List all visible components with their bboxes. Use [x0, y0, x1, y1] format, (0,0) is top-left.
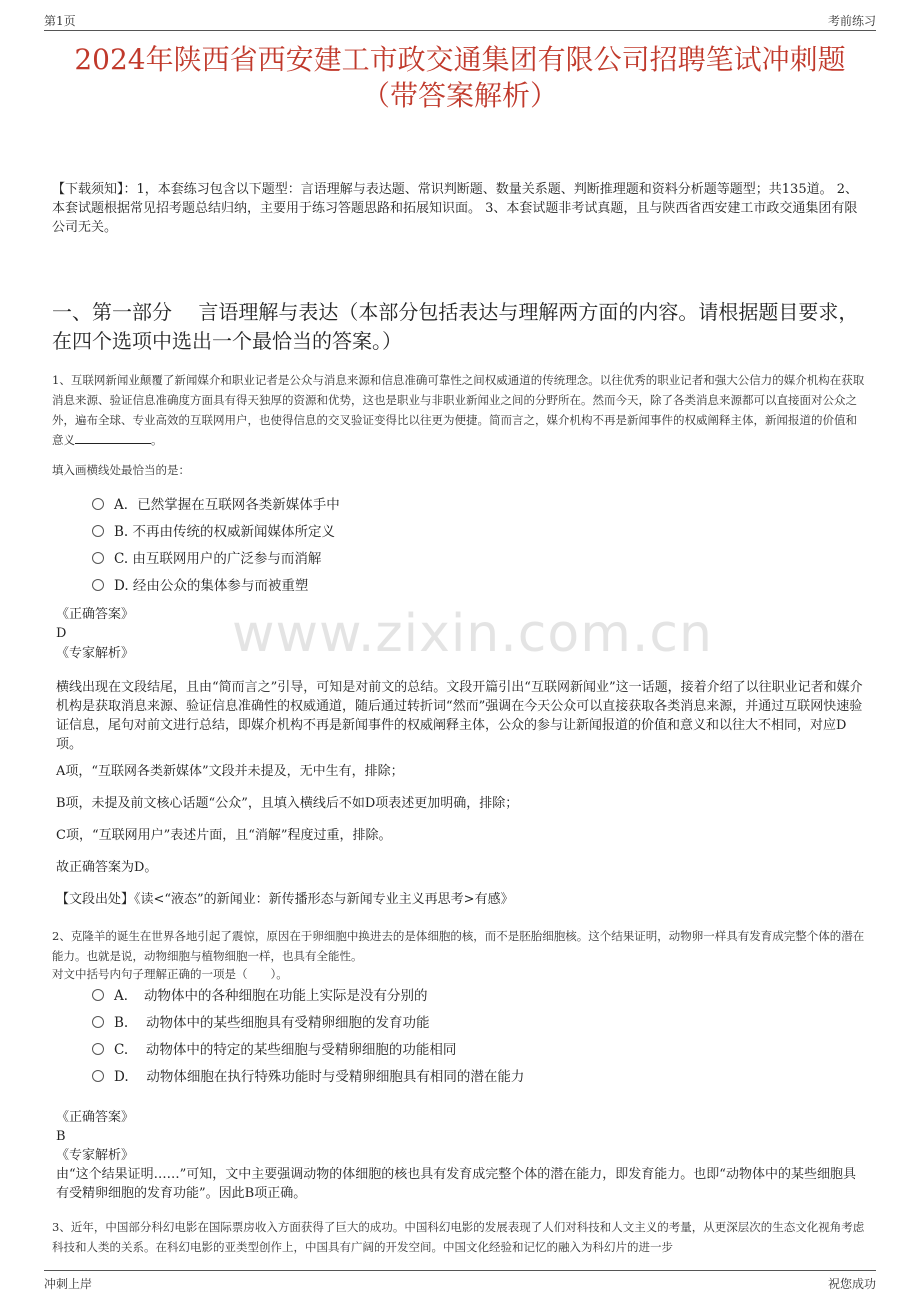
question-2-prompt: 对文中括号内句子理解正确的一项是（ ）。: [52, 967, 288, 981]
radio-icon[interactable]: [92, 498, 104, 510]
option-label: D. 经由公众的集体参与而被重塑: [114, 578, 309, 594]
option-label: C. 由互联网用户的广泛参与而消解: [114, 551, 322, 567]
radio-icon[interactable]: [92, 579, 104, 591]
q1-source: 【文段出处】《读<“液态”的新闻业：新传播形态与新闻专业主义再思考>有感》: [56, 892, 514, 907]
q1-answer: D: [56, 626, 67, 641]
q1-note-b: B项，未提及前文核心话题“公众”，且填入横线后不如D项表述更加明确，排除；: [56, 796, 519, 811]
q1-option-b[interactable]: [92, 522, 335, 542]
answer-blank: [75, 431, 151, 444]
page-header: [44, 10, 876, 31]
option-label: B. 动物体中的某些细胞具有受精卵细胞的发育功能: [114, 1015, 430, 1031]
option-label: C. 动物体中的特定的某些细胞与受精卵细胞的功能相同: [114, 1042, 457, 1058]
watermark: www.zixin.com.cn: [232, 604, 713, 664]
q2-answer-label: 《正确答案》: [56, 1110, 135, 1125]
question-2-stem: 2、克隆羊的诞生在世界各地引起了震惊，原因在于卵细胞中换进去的是体细胞的核，而不是胚胎细胞核。这个结果证明，动物卵一样具有发育成完整个体的潜在能力。也就是说，动物细胞与植物细胞一样，也具有全能性。: [52, 929, 865, 963]
q2-analysis: 由“这个结果证明……”可知，文中主要强调动物的体细胞的核也具有发育成完整个体的潜在能力，即发育能力。也即“动物体中的某些细胞具有受精卵细胞的发育功能”。因此B项正确。: [56, 1167, 856, 1201]
q1-answer-label: 《正确答案》: [56, 607, 135, 622]
question-3-stem: 3、近年，中国部分科幻电影在国际票房收入方面获得了巨大的成功。中国科幻电影的发展表现了人们对科技和人文主义的考量，从更深层次的生态文化视角考虑科技和人类的关系。在科幻电影的亚类型创作上，中国具有广阔的开发空间。中国文化经验和记忆的融入为科幻片的进一步: [52, 1220, 865, 1254]
document-title: [40, 42, 880, 114]
radio-icon[interactable]: [92, 989, 104, 1001]
radio-icon[interactable]: [92, 552, 104, 564]
question-1-text: 1、互联网新闻业颠覆了新闻媒介和职业记者是公众与消息来源和信息准确可靠性之间权威通道的传统理念。以往优秀的职业记者和强大公信力的媒介机构在获取消息来源、验证信息准确度方面具有得天独厚的资源和优势，这也是职业与非职业新闻业之间的分野所在。然而今天，除了各类消息来源都可以直接面对公众之外，遍布全球、专业高效的互联网用户，也使得信息的交叉验证变得比以往更为便捷。简而言之，媒介机构不再是新闻事件的权威阐释主体，新闻报道的价值和意义: [52, 373, 865, 447]
question-1-prompt: 填入画横线处最恰当的是：: [52, 463, 190, 477]
q2-option-c[interactable]: [92, 1040, 456, 1060]
q1-analysis-label: 《专家解析》: [56, 646, 135, 661]
question-1-stem: [52, 370, 868, 450]
q2-analysis-label: 《专家解析》: [56, 1148, 135, 1163]
q1-analysis: 横线出现在文段结尾，且由“简而言之”引导，可知是对前文的总结。文段开篇引出“互联网新闻业”这一话题，接着介绍了以往职业记者和媒介机构是获取消息来源、验证信息准确性的权威通道，随后通过转折词“然而”强调在今天公众可以直接获取各类消息来源，并通过互联网快速验证信息，尾句对前文进行总结，即媒介机构不再是新闻事件的权威阐释主体，公众的参与让新闻报道的价值和意义和以往大不相同，对应D项。: [56, 680, 863, 752]
q1-option-d[interactable]: [92, 576, 308, 596]
title-line-1: 2024年陕西省西安建工市政交通集团有限公司招聘笔试冲刺题: [74, 43, 846, 76]
footer-left: 冲刺上岸: [44, 1277, 93, 1291]
header-label: 考前练习: [827, 14, 876, 28]
option-label: A． 动物体中的各种细胞在功能上实际是没有分别的: [114, 988, 428, 1004]
q1-option-c[interactable]: [92, 549, 321, 569]
download-notice: 【下载须知】：1，本套练习包含以下题型：言语理解与表达题、常识判断题、数量关系题、判断推理题和资料分析题等题型；共135道。 2、本套试题根据常见招考题总结归纳，主要用于练习答题思路和拓展知识面。 3、本套试题非考试真题，且与陕西省西安建工市政交通集团有限公司无关。: [52, 182, 858, 235]
question-1-stem-end: 。: [151, 433, 163, 447]
q1-conclusion: 故正确答案为D。: [56, 860, 158, 875]
page-number: 第1页: [44, 14, 76, 28]
q1-note-c: C项，“互联网用户”表述片面，且“消解”程度过重，排除。: [56, 828, 392, 843]
page-footer: [44, 1270, 876, 1293]
radio-icon[interactable]: [92, 525, 104, 537]
option-label: D. 动物体细胞在执行特殊功能时与受精卵细胞具有相同的潜在能力: [114, 1069, 525, 1085]
q2-option-b[interactable]: [92, 1013, 430, 1033]
q1-option-a[interactable]: [92, 495, 340, 515]
section-heading: 一、第一部分 言语理解与表达（本部分包括表达与理解两方面的内容。请根据题目要求，在四个选项中选出一个最恰当的答案。）: [52, 300, 859, 353]
radio-icon[interactable]: [92, 1016, 104, 1028]
footer-right: 祝您成功: [827, 1277, 876, 1291]
q1-note-a: A项，“互联网各类新媒体”文段并未提及，无中生有，排除；: [56, 764, 404, 779]
title-line-2: （带答案解析）: [361, 79, 558, 112]
q2-option-a[interactable]: [92, 986, 428, 1006]
q2-option-d[interactable]: [92, 1067, 524, 1087]
option-label: A．已然掌握在互联网各类新媒体手中: [114, 497, 340, 513]
q2-answer: B: [56, 1129, 66, 1144]
radio-icon[interactable]: [92, 1070, 104, 1082]
radio-icon[interactable]: [92, 1043, 104, 1055]
option-label: B. 不再由传统的权威新闻媒体所定义: [114, 524, 336, 540]
